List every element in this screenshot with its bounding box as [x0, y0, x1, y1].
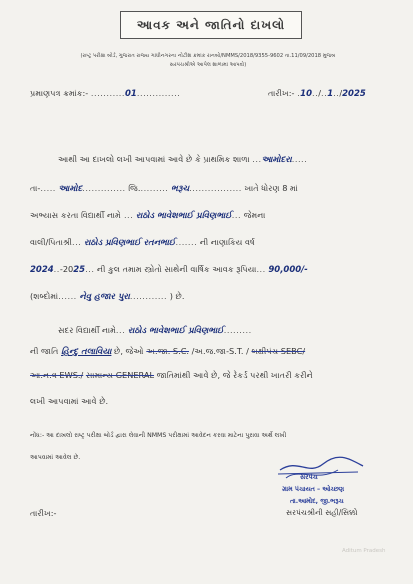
body-l8-mid: છે, જેઓ — [114, 346, 144, 356]
cert-number-label: પ્રમાણપત્ર ક્રમાંક:- — [30, 88, 89, 98]
caste-label: ની જાતિ — [30, 346, 59, 356]
district-value: ભરૂચ — [171, 184, 190, 194]
option-st: /અ.જ.જા-S.T. / — [191, 346, 249, 356]
income-value: 90,000/- — [268, 265, 308, 275]
stamp-line-1: સરપંચ — [300, 474, 318, 481]
option-ews: આ.ન.વ EWS./ — [30, 370, 84, 380]
certificate-subtitle — [30, 52, 386, 70]
cert-date-label: તારીખ:- — [268, 88, 295, 98]
cert-date-month: 1 — [327, 89, 334, 99]
district-label: જિ. — [128, 183, 141, 193]
option-general: સામાન્ય GENERAL — [85, 370, 155, 380]
subtitle-line-1: (રાષ્ટ્ર પરીક્ષા બોર્ડ, ગુજરાત રાજ્ય ગાંધીનગરના નોટીશ ક્રમાંક રાનબો/NMMS/2018/9355-9602 તા.11/09/2018 મુજબ — [80, 53, 336, 59]
option-sc: અ.જા. S.C. — [146, 346, 190, 356]
note-line-2: આપવામાં આવેલ છે. — [30, 454, 81, 461]
student-name: રાઠોડ ભાવેશભાઈ પ્રવિણભાઈ — [135, 211, 232, 221]
cert-date-row: તારીખ:- .10../..1../2025 — [268, 88, 366, 99]
body-line-1: આથી આ દાખલો લખી આપવામાં આવે છે કે પ્રાથમિક શાળા ...આમોદરા..... — [58, 154, 308, 165]
body-l7-prefix: સદર વિદ્યાર્થી નામે — [58, 325, 116, 335]
body-line-4: વાલી/પિતાશ્રી... રાઠોડ પ્રવિણભાઈ રતનભાઈ....... ની નાણાકિય વર્ષ — [30, 237, 255, 248]
body-line-7: સદર વિદ્યાર્થી નામે... રાઠોડ ભાવેશભાઈ પ્રવિણભાઈ......... — [58, 325, 252, 336]
caste-value: હિન્દુ તલાવિયા — [61, 347, 112, 357]
cert-date-year: 2025 — [342, 89, 366, 99]
subtitle-line-2: સરપંચશ્રીએ આપેલ શાળામાં આપવો) — [169, 62, 247, 68]
body-l3-prefix: અભ્યાસ કરતા વિદ્યાર્થી નામે — [30, 210, 121, 220]
signature-label: સરપંચશ્રીની સહી/સિક્કો — [286, 508, 358, 517]
income-words: નેવુ હજાર પુરા — [79, 292, 130, 302]
cert-number-row: પ્રમાણપત્ર ક્રમાંક:- ...........01.............. — [30, 88, 181, 99]
body-l6-suffix: ) છે. — [169, 291, 185, 301]
cert-date-day: 10 — [300, 89, 313, 99]
body-l5-mid: ની કુલ તમામ સ્ત્રોતો સાથેની વાર્ષિક આવક રૂપિયા — [97, 264, 257, 274]
body-line-2: તા-..... આમોદ.............. જિ.......... ભરૂચ................. ખાતે ધોરણ 8 માં — [30, 183, 298, 194]
cert-number-value: 01 — [125, 89, 137, 99]
stamp-line-2: ગ્રામ પંચાયત – ઓચ્છણ — [282, 486, 345, 493]
school-name: આમોદરા — [261, 155, 292, 165]
body-l4-suffix: ની નાણાકિય વર્ષ — [199, 237, 255, 247]
stamp-line-3: તા.આમોદ, જી.ભરૂચ — [290, 498, 344, 505]
taluka-value: આમોદ — [58, 184, 83, 194]
year-from: 2024 — [30, 265, 54, 275]
footer-date-label: તારીખ:- — [30, 508, 57, 518]
body-line-9 — [30, 370, 313, 381]
body-line-5: 2024..-2025... ની કુલ તમામ સ્ત્રોતો સાથેની વાર્ષિક આવક રૂપિયા... 90,000/- — [30, 264, 308, 275]
taluka-label: તા- — [30, 183, 41, 193]
parent-label: વાલી/પિતાશ્રી — [30, 237, 73, 247]
body-line-8 — [30, 346, 305, 357]
option-sebc: બક્ષીપંચ SEBC/ — [251, 346, 306, 356]
words-label: (શબ્દોમાં — [30, 291, 59, 301]
body-l2-suffix: ખાતે ધોરણ 8 માં — [244, 183, 298, 193]
body-line-3: અભ્યાસ કરતા વિદ્યાર્થી નામે ... રાઠોડ ભાવેશભાઈ પ્રવિણભાઈ... જેમના — [30, 210, 266, 221]
body-l1-prefix: આથી આ દાખલો લખી આપવામાં આવે છે કે પ્રાથમિક શાળા — [58, 154, 250, 164]
faint-watermark: Aditum Pradesh — [342, 548, 386, 554]
year-to: 25 — [73, 265, 86, 275]
body-l3-suffix: જેમના — [243, 210, 266, 220]
body-l9-suffix: જાતિમાંથી આવે છે, જે રેકર્ડ પરથી ખાતરી કરીને — [156, 370, 313, 380]
note-line-1: નોંધ:- આ દાખલો રાષ્ટ્ર પરીક્ષા બોર્ડ દ્વારા લેવાની NMMS પરીક્ષામાં આવેદન કરવા માટેના પુરાવા અર્થે લખી — [30, 432, 287, 439]
student-name-2: રાઠોડ ભાવેશભાઈ પ્રવિણભાઈ — [127, 326, 224, 336]
body-line-6: (શબ્દોમાં...... નેવુ હજાર પુરા............ ) છે. — [30, 291, 185, 302]
certificate-title: આવક અને જાતિનો દાખલો — [120, 11, 302, 39]
parent-name: રાઠોડ પ્રવિણભાઈ રતનભાઈ — [83, 238, 176, 248]
body-line-10: લખી આપવામાં આવે છે. — [30, 396, 109, 406]
